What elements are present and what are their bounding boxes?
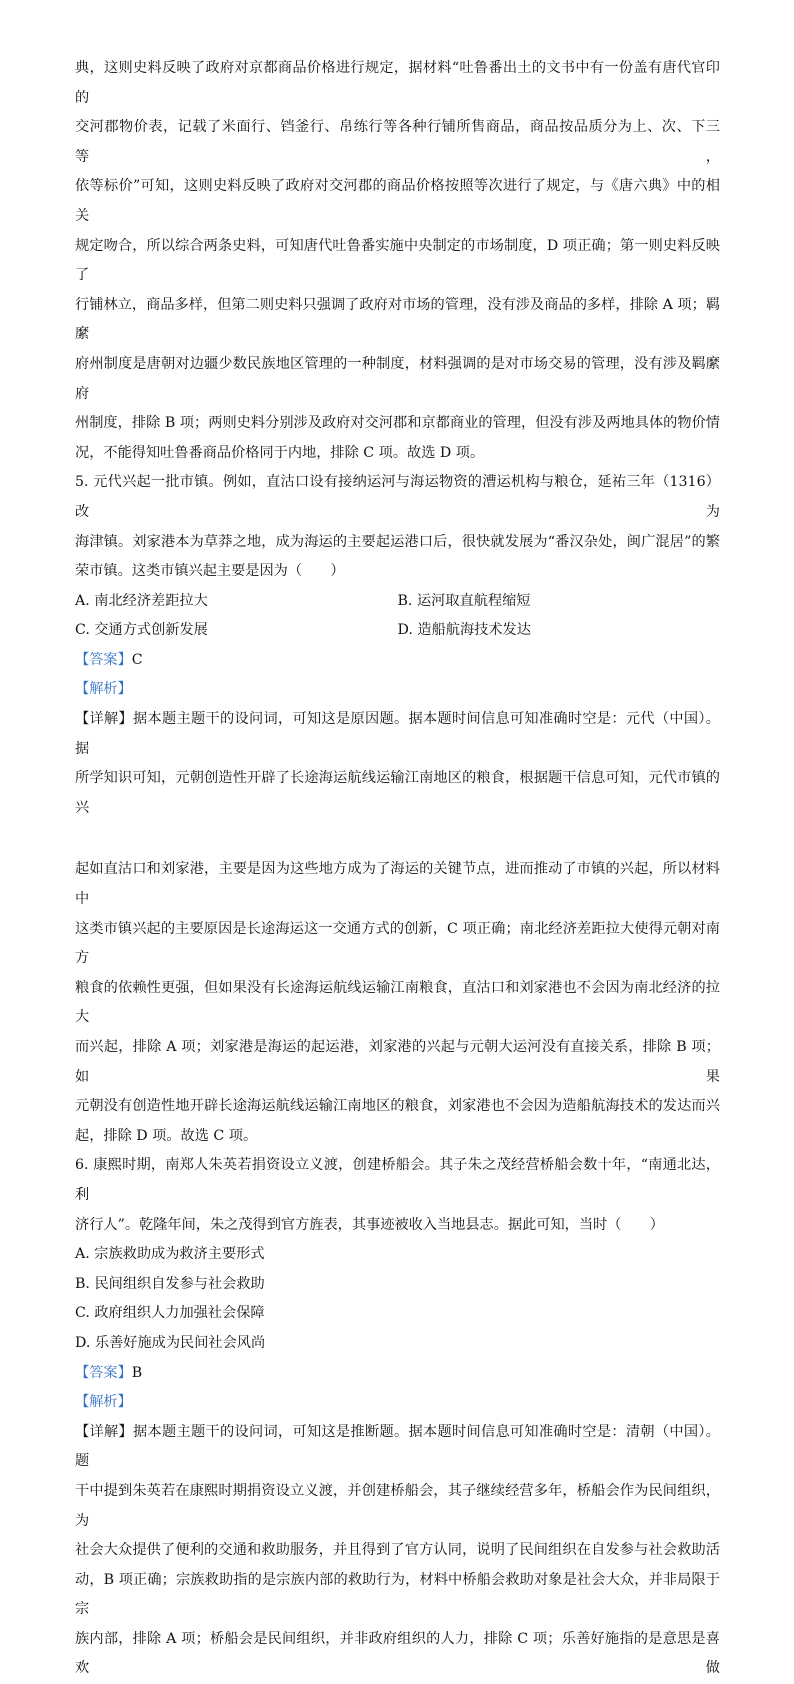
detail-line	[75, 705, 720, 764]
option-c: C. 政府组织人力加强社会保障	[75, 1305, 265, 1322]
text-line: 依等标价”可知，这则史料反映了政府对交河郡的商品价格按照等次进行了规定，与《唐六典》中的相关	[75, 178, 720, 224]
detail-line: 这类市镇兴起的主要原因是长途海运这一交通方式的创新，C 项正确；南北经济差距拉大使得元朝对南方	[75, 920, 720, 967]
question-stem-line: 济行人”。乾隆年间，朱之茂得到官方旌表，其事迹被收入当地县志。据此可知，当时（ ）	[75, 1216, 664, 1233]
previous-question-explanation	[75, 54, 720, 468]
answer-tag: 【答案】	[75, 1364, 132, 1381]
detail-line: 动，B 项正确；宗族救助指的是宗族内部的救助行为，材料中桥船会救助对象是社会大众，并非局限于宗	[75, 1571, 720, 1618]
analysis-tag: 【解析】	[75, 681, 132, 698]
detail-line: 社会大众提供了便利的交通和救助服务，并且得到了官方认同，说明了民间组织在自发参与社会救助活	[75, 1542, 720, 1559]
detail-line: 起，排除 D 项。故选 C 项。	[75, 1127, 258, 1144]
answer-line	[75, 646, 720, 676]
detail-line: 所学知识可知，元朝创造性开辟了长途海运航线运输江南地区的粮食，根据题干信息可知，元代市镇的兴	[75, 770, 720, 816]
spacer	[75, 823, 720, 855]
detail-text: 据本题主题干的设问词，可知这是原因题。据本题时间信息可知准确时空是：元代（中国）。据	[75, 711, 720, 757]
question-5	[75, 468, 720, 1151]
question-6	[75, 1151, 720, 1684]
option-a: A. 宗族救助成为救济主要形式	[75, 1246, 265, 1263]
question-stem-line: 荣市镇。这类市镇兴起主要是因为（ ）	[75, 563, 345, 580]
answer-value: C	[131, 651, 143, 668]
text-line: 况，不能得知吐鲁番商品价格同于内地，排除 C 项。故选 D 项。	[75, 444, 485, 461]
detail-line	[75, 1418, 720, 1477]
analysis-tag: 【解析】	[75, 1394, 132, 1411]
option-a: A. 南北经济差距拉大	[75, 592, 208, 609]
text-line: 府州制度是唐朝对边疆少数民族地区管理的一种制度，材料强调的是对市场交易的管理，没有涉及羁縻府	[75, 355, 720, 402]
text-line: 典，这则史料反映了政府对京都商品价格进行规定，据材料“吐鲁番出土的文书中有一份盖有唐代官印的	[75, 60, 720, 106]
question-stem-line: 5. 元代兴起一批市镇。例如，直沽口设有接纳运河与海运物资的漕运机构与粮仓，延祐三年（1316）改为	[75, 474, 720, 520]
document-page	[75, 54, 720, 1684]
option-b: B. 民间组织自发参与社会救助	[75, 1275, 265, 1292]
option-d: D. 造船航海技术发达	[397, 622, 531, 639]
answer-tag: 【答案】	[75, 651, 132, 668]
detail-tag: 【详解】	[75, 711, 133, 728]
detail-line: 元朝没有创造性地开辟长途海运航线运输江南地区的粮食，刘家港也不会因为造船航海技术的发达而兴	[75, 1098, 720, 1115]
detail-line: 干中提到朱英若在康熙时期捐资设立义渡，并创建桥船会，其子继续经营多年，桥船会作为民间组织，为	[75, 1482, 720, 1529]
question-stem-line: 海津镇。刘家港本为草莽之地，成为海运的主要起运港口后，很快就发展为“番汉杂处，闽广混居”的繁	[75, 533, 720, 550]
detail-line: 族内部，排除 A 项；桥船会是民间组织，并非政府组织的人力，排除 C 项；乐善好施指的是意思是喜欢做	[75, 1630, 720, 1677]
detail-text: 据本题主题干的设问词，可知这是推断题。据本题时间信息可知准确时空是：清朝（中国）。题	[75, 1423, 720, 1470]
text-line: 行铺林立，商品多样，但第二则史料只强调了政府对市场的管理，没有涉及商品的多样，排除 A 项；羁縻	[75, 296, 720, 343]
option-d: D. 乐善好施成为民间社会风尚	[75, 1334, 266, 1351]
analysis-line	[75, 675, 720, 705]
text-line: 交河郡物价表，记载了米面行、铛釜行、帛练行等各种行铺所售商品，商品按品质分为上、次、下三等，	[75, 119, 720, 165]
answer-line	[75, 1359, 720, 1389]
options-row	[75, 616, 720, 646]
detail-line: 起如直沽口和刘家港，主要是因为这些地方成为了海运的关键节点，进而推动了市镇的兴起，所以材料中	[75, 861, 720, 908]
answer-value: B	[131, 1364, 143, 1381]
detail-tag: 【详解】	[75, 1423, 133, 1440]
analysis-line	[75, 1388, 720, 1418]
options-row	[75, 587, 720, 617]
detail-line: 而兴起，排除 A 项；刘家港是海运的起运港，刘家港的兴起与元朝大运河没有直接关系，排除 B 项；如果	[75, 1039, 720, 1085]
text-line: 州制度，排除 B 项；两则史料分别涉及政府对交河郡和京都商业的管理，但没有涉及两地具体的物价情	[75, 415, 720, 432]
detail-line: 粮食的依赖性更强，但如果没有长途海运航线运输江南粮食，直沽口和刘家港也不会因为南北经济的拉大	[75, 979, 720, 1026]
option-c: C. 交通方式创新发展	[75, 622, 208, 639]
text-line: 规定吻合，所以综合两条史料，可知唐代吐鲁番实施中央制定的市场制度，D 项正确；第一则史料反映了	[75, 237, 720, 284]
question-stem-line: 6. 康熙时期，南郑人朱英若捐资设立义渡，创建桥船会。其子朱之茂经营桥船会数十年，“南通北达，利	[75, 1157, 720, 1203]
option-b: B. 运河取直航程缩短	[397, 592, 531, 609]
